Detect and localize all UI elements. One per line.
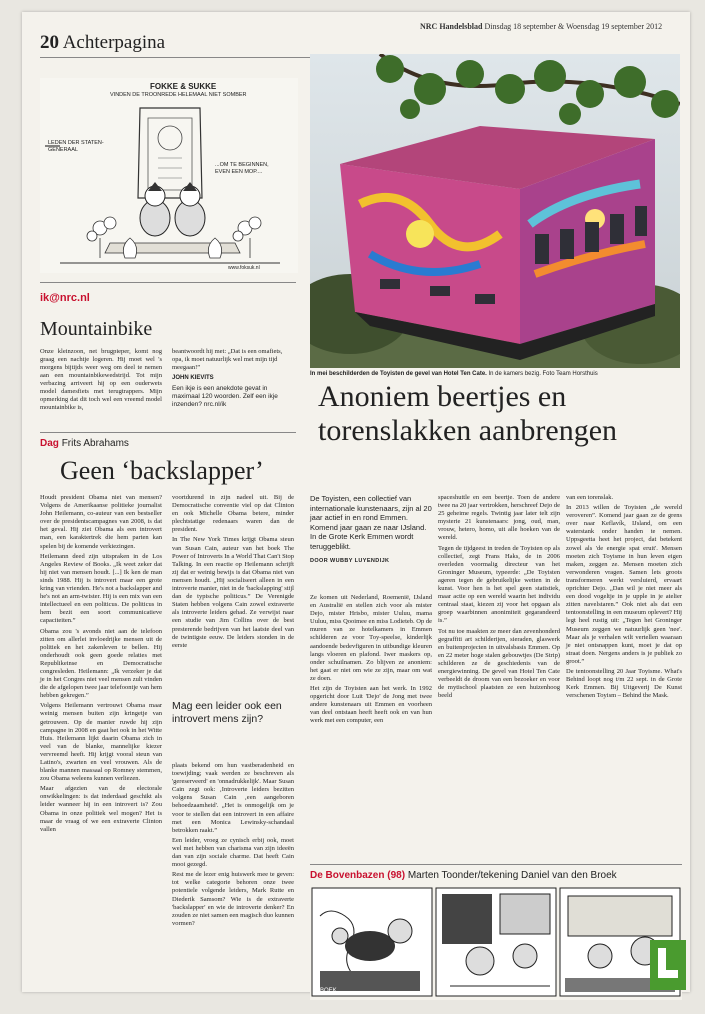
- paragraph: van een torenslak.: [566, 494, 614, 501]
- caption-bold: In mei beschilderden de Toyisten de gevel van Hotel Ten Cate.: [310, 371, 487, 377]
- paragraph: spaceshuttle en een beertje. Toen de andere twee na 20 jaar vertrokken, herschreef Dejo de 25 geheime regels. Twintig jaar later telt zijn mysterie 21 kunstenaars: jong, oud, man, vrouw, hetero, homo, uit alle hoeken van de wereld.: [438, 494, 560, 542]
- dag-label: Dag: [40, 438, 59, 449]
- column-author: Frits Abrahams: [61, 438, 129, 449]
- comic-header: [310, 870, 617, 881]
- comic-panels: [310, 886, 682, 1000]
- ik-cta: Een ikje is een anekdote gevat in maximaal 120 woorden. Zelf een ikje inzenden? nrc.nl/ik: [172, 385, 278, 408]
- comic-strip: [310, 886, 682, 1014]
- hotel-photo: [310, 54, 680, 368]
- cartoon-url[interactable]: www.foksuk.nl: [228, 265, 260, 271]
- column-body-1: [40, 494, 162, 836]
- feature-intro: [310, 494, 432, 567]
- paragraph: Tot nu toe maakten ze meer dan zevenhonderd gegraffiti art schilderijen, sieraden, glaswerk en buitenprojecten in uitvalsbasis Emmen. Op en 22 meter hoge stalen gebouwtjes (De Strip) schilderen ze de geschiedenis van de energiewinning. De gevel van Hotel Ten Cate verbeeldt de droom van een bezoeker en voor de mytischool plaatsten ze een huizenhoog beeld: [438, 627, 560, 700]
- cartoon-speech-right: ...OM TE BEGINNEN, EVEN EEN MOP....: [215, 162, 269, 175]
- cartoon-title: FOKKE & SUKKE: [150, 82, 217, 91]
- building-illustration: [310, 54, 680, 368]
- ik-rule: [40, 432, 296, 433]
- paragraph: Maar afgezien van de electorale onwikkelingen: is dat inderdaad geschikt als leider wanneer hij in een introvert is? Zou Obama in onze politiek wel mogen? Het is maar de vraag of we een extraverte Clinton vallen: [40, 785, 162, 833]
- caption-rest: In de kamers bezig. Foto Team Horsthuis: [486, 371, 598, 377]
- paragraph: In The New York Times krijgt Obama steun van Susan Cain, auteur van het boek The Power of Introverts In a World That Can't Stop Talking. In een reactie op Heilemann schrijft zij dat er weinig bewijs is dat Obama niet van mensen houdt. „Hij socialiseert alleen in een introverte manier, niet in de 'backslapping' stijl dan de typische politicus.” De Verenigde Staten hebben volgens Cain zowel extraverte als introverte leiders gehad. Ze verwijst naar een studie van Jim Collins over de best presterende bedrijven van het laatste deel van de twintigste eeuw. De leiders stonden in de eerste: [172, 536, 294, 649]
- page-header: [40, 32, 165, 54]
- photo-caption: [310, 371, 682, 377]
- comic-credits: Marten Toonder/tekening Daniel van den Broek: [407, 870, 617, 881]
- paragraph: Het zijn de Toyisten aan het werk. In 1992 opgericht door Luit 'Dejo' de Jong met twee andere kunstenaars uit Emmen en voorheen van deel ontstaan heeft heeft ook en van hun werk met een computer, een: [310, 685, 432, 725]
- feature-body-3: [566, 494, 682, 702]
- page-number: 20: [40, 32, 59, 53]
- comic-label: De Bovenbazen: [310, 870, 385, 881]
- intro-text: De Toyisten, een collectief van internationale kunstenaars, zijn al 20 jaar actief in en rond Emmen. Komend jaar gaan ze naar IJsland. In de Grote Kerk Emmen wordt teruggeblikt.: [310, 494, 432, 551]
- feature-body-2: [438, 494, 560, 702]
- ik-body: Onze kleinzoon, net brugpieper, komt nog graag een nachtje logeren. Hij moet wel 's morgens bijtijds weer weg om deel te nemen aan een mountainbikewedstrijd. Tot mijn verbazing arriveert hij op een ouderwets model damesfiets met terugtrappers. Mijn opmerking dat dit toch wel een vreemd model mountainbike is,: [40, 348, 162, 411]
- ik-title: Mountainbike: [40, 318, 153, 340]
- paragraph: plaats bekend om hun vastberadenheid en toewijding; vaak werden ze beschreven als 'gereserveerd' en 'onnadrukkelijk'. Maar Susan Cain zegt ook: ‚Introverte leiders bezitten volgens Susan Cain ‚een aangeboren behoedzaamheid'. „Het is onmogelijk om je voor te stellen dat een introvert in een affaire met een Monica Lewinsky-schandaal betrokken raakt.”: [172, 762, 294, 834]
- cartoon-rule: [40, 282, 296, 283]
- panel-text: BOEK: [320, 988, 337, 994]
- column-body-2: [172, 494, 294, 652]
- paragraph: Een leider, vroeg ze cynisch erbij ook, moet wel met hebben van charisma van zijn ideeën dan van zijn sociale charme. Dat heeft Cain mooi gezegd.: [172, 836, 294, 869]
- paragraph: voortdurend in zijn nadeel uit. Bij de Democratische conventie viel op dat Clinton en ook Michelle Obama betere, minder plechtstatige redenaars waren dan de president.: [172, 494, 294, 534]
- column-body-3: [172, 762, 294, 930]
- comic-number: (98): [387, 870, 406, 881]
- paper-name: NRC Handelsblad: [420, 22, 483, 31]
- column-kicker: [40, 438, 129, 449]
- paragraph: Obama zou 's avonds niet aan de telefoon zitten om allerlei invloedrijke mensen uit de politiek en het zakenleven te bellen. Hij onderhoudt ook geen goede relaties met Republikeinse en Democratische congresleden. Heilemann: „Ik verzeker je dat je in het Congres niet veel mensen zult vinden die de afgelopen twee jaar telefoontje van hem hebben gekregen.”: [40, 627, 162, 700]
- paragraph: Heilemann deed zijn uitspraken in de Los Angeles Review of Books. „Ik weet zeker dat hij niet van mensen houdt. [...] Ik ken de man sinds 1988. Hij is introvert maar een grote kring van vrienden. He's not a backslapper and he's not an arm-twister. Hij is een mix van een intellectueel en een politicus. De politicus in hem bezit een soort communicatieve capaciteiten.”: [40, 552, 162, 625]
- column-title: Geen ‘backslapper’: [60, 456, 264, 485]
- masthead: [420, 22, 662, 31]
- paragraph: Tegen de tijdgeest in treden de Toyisten op als collectief, zegt Frans Haks, de in 2006 overleden voormalig directeur van het Groninger Museum, typeerde: „De Toyisten ageren tegen de gebruikelijke wetten in de kunst. Voor hen is het spel geen statistiek, maar actie op een wereld waarin het individu centraal staat, kiezen zij voor het opgaan als groep waarbinnen anonimiteit gegarandeerd is.”: [438, 544, 560, 625]
- ik-author: JOHN KIEVITS: [172, 375, 214, 381]
- pull-quote: Mag een leider ook een introvert mens zijn?: [172, 700, 282, 725]
- ik-kicker[interactable]: ik@nrc.nl: [40, 292, 90, 304]
- byline: DOOR WUBBY LUYENDIJK: [310, 558, 390, 564]
- paragraph: Houdt president Obama niet van mensen? Volgens de Amerikaanse politieke journalist John Heilemann, co-auteur van een bestseller over de presidentscampagnes van 2008, is dat het geval. Hij ziet Obama als een introvert man, een karaktertrek die hem parten kan spelen bij de komende verkiezingen.: [40, 494, 162, 550]
- paragraph: Ze komen uit Nederland, Roemenië, IJsland en Australië en stellen zich voor als mister Dejo, mister Hrisbo, mister Uuluu, mama Uuluu, miss Qooimee en miss Lodieteb. Op de muren van ze hotelkamers in Emmen schilderen ze voor Toy-speelse, kinderlijk aandoende bedevfiguren in uitbundige kleuren langs vloeren en plafond. Iwer maskers op, onder schuilnamen. Zo blijven ze anoniem: het gaat er niet om wie ze zijn, maar om wat ze doen.: [310, 594, 432, 682]
- issue-date: Dinsdag 18 september & Woensdag 19 september 2012: [484, 22, 663, 31]
- paragraph: De tentoonstelling 20 Jaar Toyisme. What's Behind loopt nog t/m 22 sept. in de Grote Kerk Emmen. Bij Uitgeverij De Kunst verschenen Toyism – Behind the Mask.: [566, 667, 682, 700]
- paragraph: Volgens Heilemann vertrouwt Obama maar weinig mensen buiten zijn kringetje van getrouwen. Op de manier ruwde hij zijn campagne in 2008 en gaat het ook in het Witte Huis. Heilemann lijkt daarin Obama zich in veel van de blanke, mannelijke kiezer vervreemd heeft. Hij krijgt vooral steun van Latino's, zwarten en veel vrouwen. Als de blanke mannen massaal op Romney stemmen, zou Obama weleens kunnen verliezen.: [40, 702, 162, 783]
- feature-body-1: [310, 594, 432, 728]
- cartoon-subtitle: VINDEN DE TROONREDE HELEMAAL NIET SOMBER: [110, 92, 247, 98]
- paragraph: Rest me de lezer enig huiswerk mee te geven: tot welke categorie behoren onze twee potentiele volgende leiders, Mark Rutte en Diederik Samsom? Wie is de extraverte 'backslapper' en wie de introverte denker? En zouden ze niet samen een magisch duo kunnen vormen?: [172, 871, 294, 927]
- feature-headline: Anoniem beertjes en torenslakken aanbrengen: [318, 380, 618, 447]
- comic-rule: [310, 864, 682, 865]
- ik-quote: beantwoordt hij met: „Dat is een omafiets, opa, ik moet natuurlijk wel met mijn tijd meegaan!”: [172, 348, 283, 371]
- section-name: Achterpagina: [62, 32, 166, 53]
- cartoon-speech-left: LEDEN DER STATEN-GENERAAL: [48, 140, 104, 153]
- ik-right-column: [172, 348, 292, 409]
- logo-badge: [650, 940, 686, 990]
- paragraph: In 2013 willen de Toyisten „de wereld veroveren”. Komend jaar gaan ze de grens over naar Keflavík, IJsland, om een waterstank onder handen te nemen. Uppsgeetta heet het project, dat betekent zowel als 'de energie spat eruit'. Mensen moeten zich Toyisme in hun leven eigen maken, zeggen ze. Mensen moeten zich verwonderen vragen. Samen lets groots transformeren werkt versluierd, ervaart oprichter Dejo. „Dan wil je niet meer als een dood vogeltje in je upple in je atelier zitten navelstaren.” Ook niet als dat een tentoonstelling in een museum oplevert? Hij legt heel rustig uit: „Tegen het Groninger Museum zeggen we natuurlijk geen 'nee'. Maar als je verhalen wilt vertellen waaraan je niet ontsnappen kunt, moet je dat op straat doen. Nergens anders is je publiek zo groot.”: [566, 504, 682, 665]
